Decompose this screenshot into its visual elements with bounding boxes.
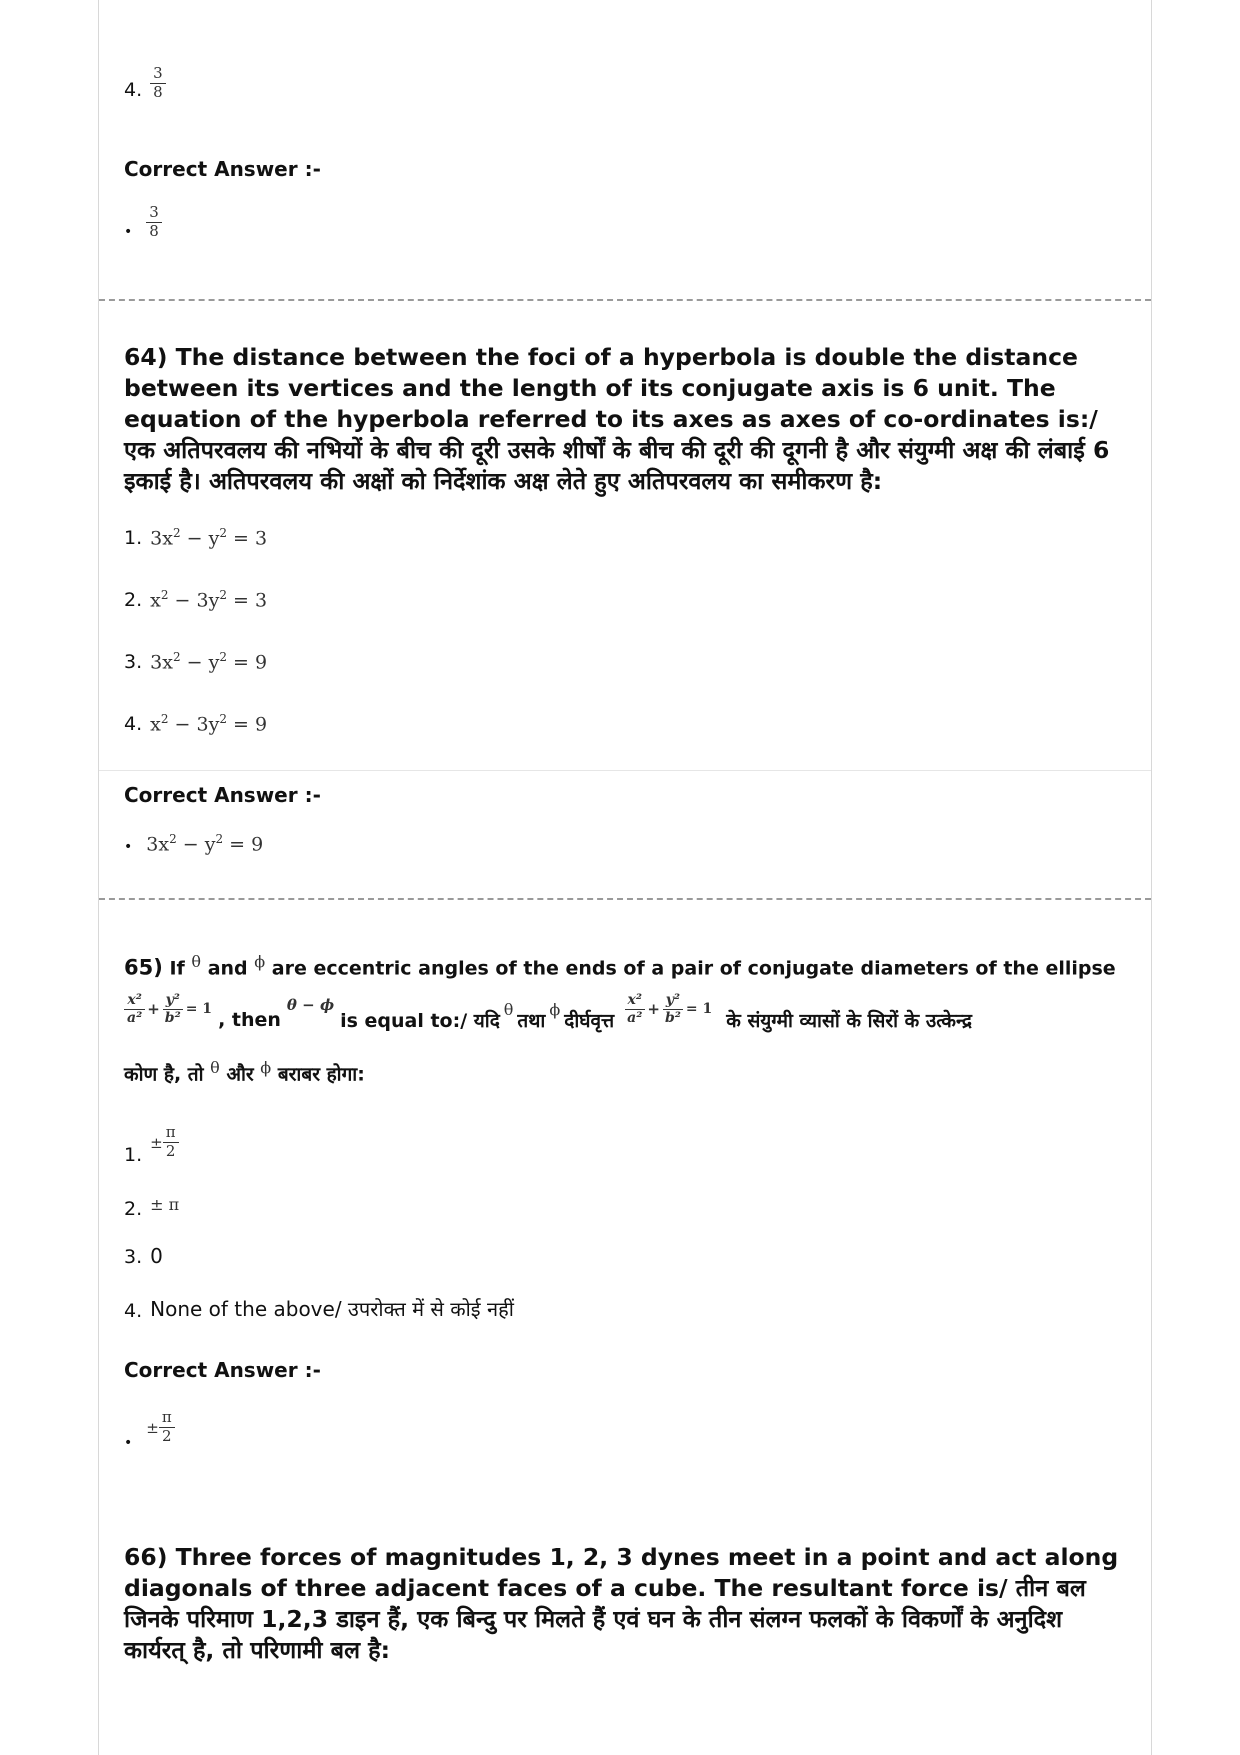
option-number: 1. [124, 1143, 143, 1166]
ellipse-y-term: $\frac{\text{y²}}{\text{b²}}$ [662, 993, 684, 1025]
q65-option-3: 3. 0 [124, 1244, 163, 1268]
q64-option-4 [124, 712, 267, 735]
fraction: $\frac{\pi}{2}$ [163, 1125, 179, 1160]
theta-minus-phi: θ − ϕ [286, 996, 335, 1014]
q65-correct-answer: • ± $\frac{\pi}{2}$ [124, 1410, 175, 1451]
fraction [150, 66, 166, 101]
question-page [98, 0, 1152, 1755]
question-number: 65) [124, 955, 163, 980]
option-math: $x^2 - 3y^2 = 3$ [150, 588, 268, 612]
theta-symbol: θ [191, 952, 202, 971]
ellipse-y-term: $\frac{\text{y²}}{\text{b²}}$ [162, 993, 184, 1025]
option-number: 4. [124, 713, 143, 736]
option-math: $3x^2 - y^2 = 9$ [150, 650, 268, 674]
question-65: 65) If $^\theta$ and $^\phi$ are eccentric angles of the ends of a pair of conjugate diameters of the ellipse [124, 952, 1116, 980]
question-65-line-2: $\frac{\text{x²}}{\text{a²}}$ + $\frac{\text{y²}}{\text{b²}}$ = 1 , then θ − ϕ is equal to:/ यदि θ तथा ϕ दीर्घवृत्त $\frac{\text{x²}}{\text{a²}}$ + $\frac{\text{y²}}{\text{b²}}$ = 1 के संयुग्मी व्यासों के सिरों के उत्केन्द्र [124, 985, 1126, 1033]
fraction: $\frac{\pi}{2}$ [159, 1410, 175, 1445]
correct-answer-label: Correct Answer :- [124, 783, 321, 807]
q65-option-4: 4. None of the above/ उपरोक्त में से कोई नहीं [124, 1297, 514, 1322]
option-number: 2. [124, 1198, 143, 1220]
q64-option-1 [124, 526, 267, 549]
bullet: • [124, 839, 133, 856]
option-number: 4. [124, 78, 143, 101]
phi-symbol: ϕ [254, 952, 266, 971]
prev-option-4 [124, 66, 166, 101]
denominator: 8 [149, 221, 159, 240]
option-math: $x^2 - 3y^2 = 9$ [150, 712, 268, 736]
q64-correct-answer [124, 832, 263, 855]
question-divider [99, 898, 1151, 900]
q64-option-2 [124, 588, 267, 611]
q65-option-2: 2. ± π [124, 1195, 180, 1220]
answer-divider [99, 770, 1151, 771]
fraction [146, 205, 162, 240]
numerator: 3 [146, 205, 162, 223]
option-number: 2. [124, 589, 143, 612]
question-65-line-3: कोण है, तो $^\theta$ और $^\phi$ बराबर होगा: [124, 1058, 365, 1086]
question-66 [124, 1542, 1126, 1666]
option-number: 4. [124, 1300, 143, 1322]
correct-answer-label: Correct Answer :- [124, 157, 321, 181]
option-math: $3x^2 - y^2 = 3$ [150, 526, 268, 550]
q64-option-3 [124, 650, 267, 673]
numerator: 3 [150, 66, 166, 84]
denominator: 8 [153, 82, 163, 101]
bullet: • [124, 1434, 133, 1451]
ellipse-x-term: $\frac{\text{x²}}{\text{a²}}$ [124, 993, 145, 1025]
question-divider [99, 299, 1151, 301]
bullet: • [124, 223, 133, 240]
ellipse-x-term: $\frac{\text{x²}}{\text{a²}}$ [624, 993, 645, 1025]
question-number: 64) [124, 343, 168, 371]
answer-math: $3x^2 - y^2 = 9$ [146, 832, 264, 856]
option-number: 1. [124, 527, 143, 550]
question-text: Three forces of magnitudes 1, 2, 3 dynes meet in a point and act along diagonals of three adjacent faces of a cube. The resultant force is/ तीन बल जिनके परिमाण 1,2,3 डाइन हैं, एक बिन्दु पर मिलते हैं एवं घन के तीन संलग्न फलकों के विकर्णों के अनुदिश कार्यरत् है, तो परिणामी बल है: [124, 1543, 1119, 1664]
option-number: 3. [124, 1246, 143, 1268]
question-number: 66) [124, 1543, 168, 1571]
q65-option-1: 1. ± $\frac{\pi}{2}$ [124, 1125, 179, 1166]
question-64 [124, 342, 1126, 497]
question-text: The distance between the foci of a hyperbola is double the distance between its vertices and the length of its conjugate axis is 6 unit. The equation of the hyperbola referred to its axes as axes of co-ordinates is:/एक अतिपरवलय की नभियों के बीच की दूरी उसके शीर्षों के बीच की दूरी की दूगनी है और संयुग्मी अक्ष की लंबाई 6 इकाई है। अतिपरवलय की अक्षों को निर्देशांक अक्ष लेते हुए अतिपरवलय का समीकरण है: [124, 343, 1110, 495]
correct-answer-label: Correct Answer :- [124, 1358, 321, 1382]
prev-correct-answer [124, 205, 162, 240]
option-number: 3. [124, 651, 143, 674]
